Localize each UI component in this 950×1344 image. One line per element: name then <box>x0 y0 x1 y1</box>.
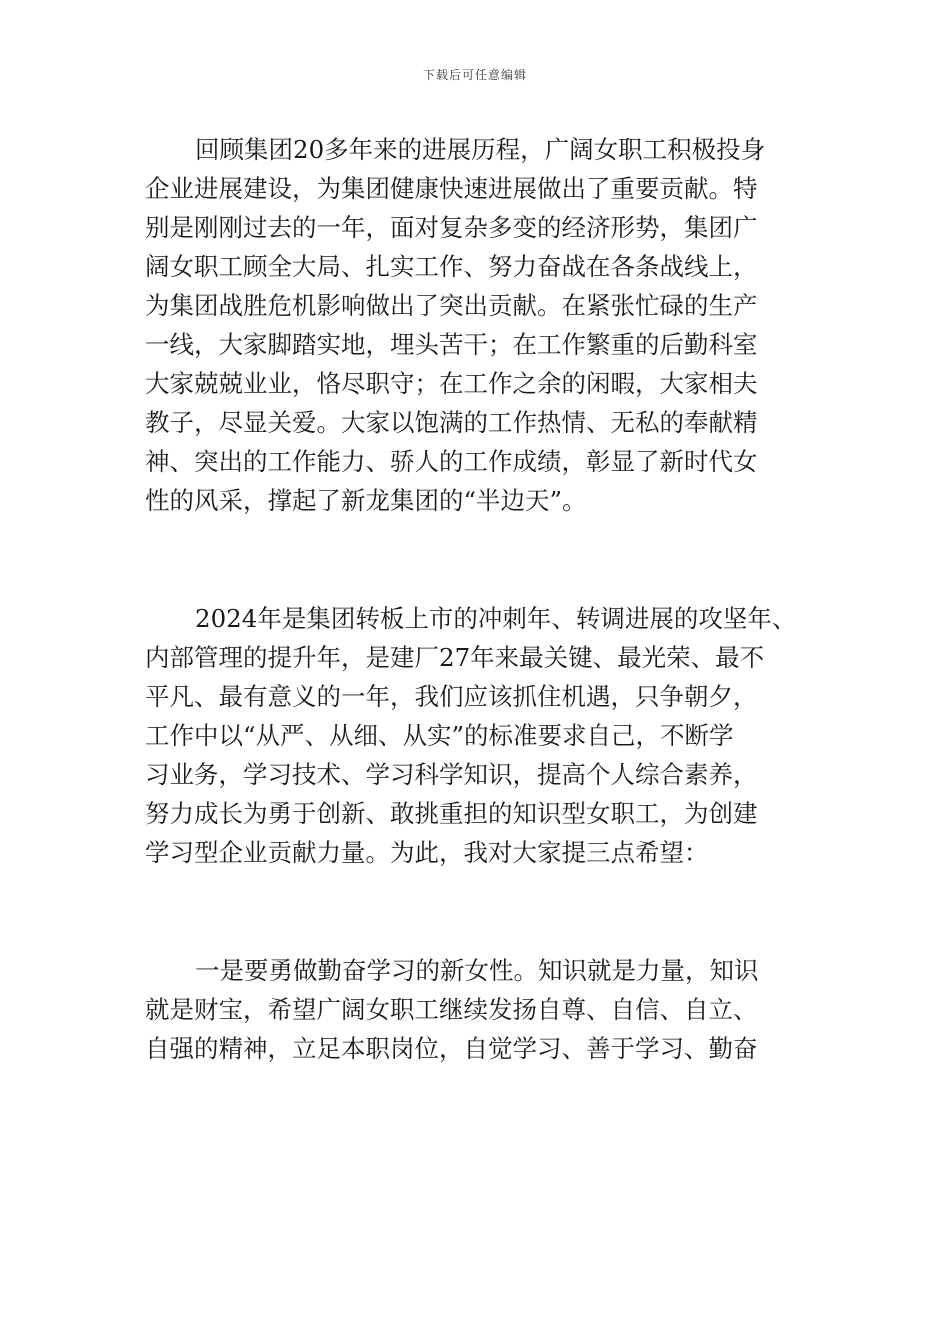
text-line: 一线，大家脚踏实地，埋头苦干；在工作繁重的后勤科室 <box>145 330 758 359</box>
text-line: 内部管理的提升年，是建厂27年来最关键、最光荣、最不 <box>145 643 765 672</box>
paragraph-review <box>145 130 810 520</box>
text-line: 工作中以“从严、从细、从实”的标准要求自己，不断学 <box>145 721 734 750</box>
paragraph-spacer <box>145 520 810 599</box>
text-line: 习业务，学习技术、学习科学知识，提高个人综合素养， <box>145 760 758 789</box>
paragraph-first-hope <box>145 951 810 1068</box>
text-line: 企业进展建设，为集团健康快速进展做出了重要贡献。特 <box>145 174 758 203</box>
text-line: 一是要勇做勤奋学习的新女性。知识就是力量，知识 <box>195 956 759 985</box>
text-line: 大家兢兢业业，恪尽职守；在工作之余的闲暇，大家相夫 <box>145 369 758 398</box>
text-line: 性的风采，撑起了新龙集团的“半边天”。 <box>145 486 587 515</box>
text-line: 学习型企业贡献力量。为此，我对大家提三点希望： <box>145 838 709 867</box>
text-line: 别是刚刚过去的一年，面对复杂多变的经济形势，集团广 <box>145 213 758 242</box>
text-line: 就是财宝，希望广阔女职工继续发扬自尊、自信、自立、 <box>145 995 758 1024</box>
text-line: 神、突出的工作能力、骄人的工作成绩，彰显了新时代女 <box>145 447 758 476</box>
text-line: 阔女职工顾全大局、扎实工作、努力奋战在各条战线上， <box>145 252 758 281</box>
text-line: 努力成长为勇于创新、敢挑重担的知识型女职工，为创建 <box>145 799 758 828</box>
text-line: 回顾集团20多年来的进展历程，广阔女职工积极投身 <box>195 135 766 164</box>
paragraph-2024-goals <box>145 599 810 872</box>
text-line: 为集团战胜危机影响做出了突出贡献。在紧张忙碌的生产 <box>145 291 758 320</box>
text-line: 自强的精神，立足本职岗位，自觉学习、善于学习、勤奋 <box>145 1034 758 1063</box>
text-line: 教子，尽显关爱。大家以饱满的工作热情、无私的奉献精 <box>145 408 758 437</box>
document-body <box>145 130 810 1068</box>
text-line: 2024年是集团转板上市的冲刺年、转调进展的攻坚年、 <box>195 604 797 633</box>
paragraph-spacer <box>145 872 810 951</box>
download-note: 下载后可任意编辑 <box>422 68 527 82</box>
text-line: 平凡、最有意义的一年，我们应该抓住机遇，只争朝夕， <box>145 682 758 711</box>
